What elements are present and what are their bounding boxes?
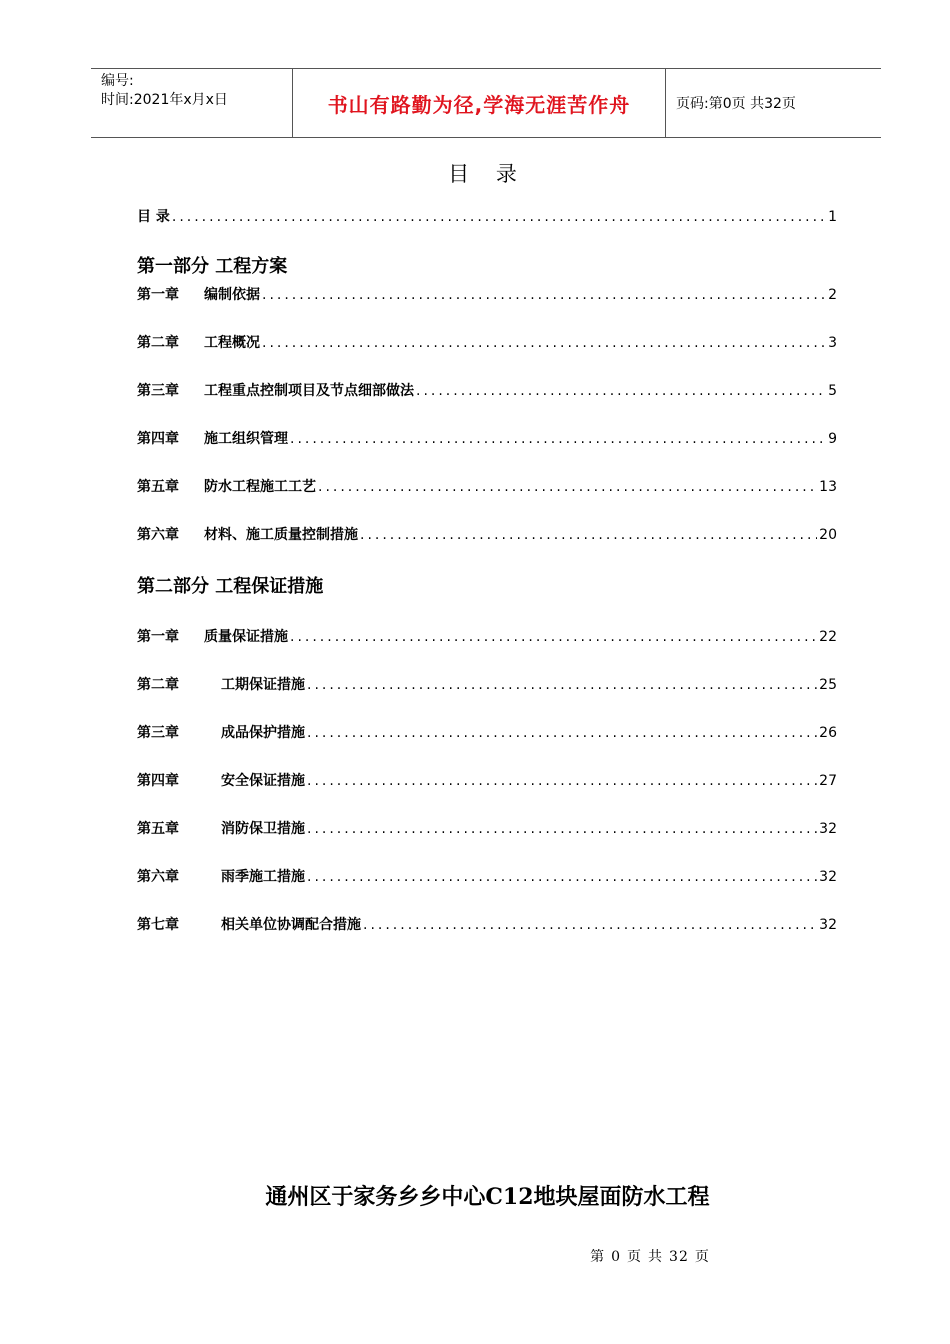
footer-text: 页 — [694, 1249, 710, 1265]
dot-leader — [290, 431, 826, 447]
toc-entry-page: 32 — [819, 917, 837, 933]
page-footer — [0, 1246, 950, 1266]
dot-leader — [307, 821, 817, 837]
toc-entry-page: 5 — [828, 383, 837, 399]
time-label: 时间:2021年x月x日 — [101, 92, 228, 108]
toc-entry-page: 27 — [819, 773, 837, 789]
dot-leader — [307, 773, 817, 789]
footer-page-number: 0 — [611, 1249, 622, 1265]
dot-leader — [318, 479, 817, 495]
chapter-number: 第二章 — [137, 335, 179, 351]
chapter-number: 第六章 — [137, 869, 179, 885]
toc-entry-text: 编制依据 — [204, 287, 260, 303]
chapter-number: 第一章 — [137, 629, 179, 645]
toc-entry-page: 3 — [828, 335, 837, 351]
chapter-number: 第五章 — [137, 479, 179, 495]
toc-entry[interactable] — [137, 476, 837, 496]
header-page-info — [666, 69, 881, 137]
footer-text: 页 — [627, 1249, 643, 1265]
chapter-number: 第一章 — [137, 287, 179, 303]
toc-entry[interactable] — [137, 914, 837, 934]
number-label: 编号: — [101, 73, 134, 89]
toc-entry-page: 9 — [828, 431, 837, 447]
chapter-number: 第七章 — [137, 917, 179, 933]
toc-entry[interactable] — [137, 428, 837, 448]
toc-entry-text: 目 录 — [137, 209, 170, 225]
dot-leader — [262, 287, 826, 303]
toc-entry-text: 消防保卫措施 — [221, 821, 305, 837]
toc-entry-text: 工期保证措施 — [221, 677, 305, 693]
chapter-number: 第三章 — [137, 725, 179, 741]
toc-entry[interactable] — [137, 284, 837, 304]
toc-entry[interactable] — [137, 674, 837, 694]
toc-entry-text: 质量保证措施 — [204, 629, 288, 645]
toc-entry-page: 1 — [828, 209, 837, 225]
toc-entry[interactable] — [137, 770, 837, 790]
document-header — [91, 68, 881, 138]
toc-entry-text: 施工组织管理 — [204, 431, 288, 447]
toc-entry[interactable] — [137, 818, 837, 838]
header-meta — [91, 69, 293, 137]
dot-leader — [360, 527, 817, 543]
dot-leader — [307, 677, 817, 693]
toc-entry-page: 26 — [819, 725, 837, 741]
part-title: 第一部分 工程方案 — [137, 256, 288, 277]
toc-entry[interactable] — [137, 380, 837, 400]
toc-entry-contents[interactable] — [137, 206, 837, 226]
toc-entry[interactable] — [137, 722, 837, 742]
toc-entry[interactable] — [137, 866, 837, 886]
toc-entry-text: 安全保证措施 — [221, 773, 305, 789]
page-info-text: 页码:第0页 共32页 — [676, 96, 796, 112]
toc-entry-page: 20 — [819, 527, 837, 543]
dot-leader — [307, 725, 817, 741]
toc-entry-page: 32 — [819, 869, 837, 885]
dot-leader — [307, 869, 817, 885]
toc-entry[interactable] — [137, 332, 837, 352]
toc-entry-text: 材料、施工质量控制措施 — [204, 527, 358, 543]
dot-leader — [172, 209, 826, 225]
toc-entry-page: 25 — [819, 677, 837, 693]
chapter-number: 第二章 — [137, 677, 179, 693]
header-motto-cell — [293, 69, 666, 137]
toc-entry-text: 相关单位协调配合措施 — [221, 917, 361, 933]
toc-entry[interactable] — [137, 524, 837, 544]
part-title: 第二部分 工程保证措施 — [137, 576, 324, 597]
toc-entry[interactable] — [137, 626, 837, 646]
toc-entry-text: 工程重点控制项目及节点细部做法 — [204, 383, 414, 399]
dot-leader — [363, 917, 817, 933]
dot-leader — [416, 383, 826, 399]
toc-entry-page: 32 — [819, 821, 837, 837]
chapter-number: 第四章 — [137, 773, 179, 789]
footer-text: 共 — [648, 1249, 664, 1265]
chapter-number: 第六章 — [137, 527, 179, 543]
toc-entry-text: 成品保护措施 — [221, 725, 305, 741]
chapter-number: 第五章 — [137, 821, 179, 837]
project-title: 通州区于家务乡乡中心C12地块屋面防水工程 — [265, 1184, 710, 1210]
toc-entry-page: 22 — [819, 629, 837, 645]
footer-text: 第 — [590, 1249, 606, 1265]
toc-entry-text: 雨季施工措施 — [221, 869, 305, 885]
dot-leader — [290, 629, 817, 645]
footer-total-pages: 32 — [669, 1249, 689, 1265]
toc-entry-page: 13 — [819, 479, 837, 495]
toc-entry-text: 工程概况 — [204, 335, 260, 351]
chapter-number: 第三章 — [137, 383, 179, 399]
toc-title: 目 录 — [448, 162, 527, 186]
dot-leader — [262, 335, 826, 351]
toc-entry-page: 2 — [828, 287, 837, 303]
motto-text: 书山有路勤为径,学海无涯苦作舟 — [327, 92, 631, 117]
chapter-number: 第四章 — [137, 431, 179, 447]
toc-entry-text: 防水工程施工工艺 — [204, 479, 316, 495]
